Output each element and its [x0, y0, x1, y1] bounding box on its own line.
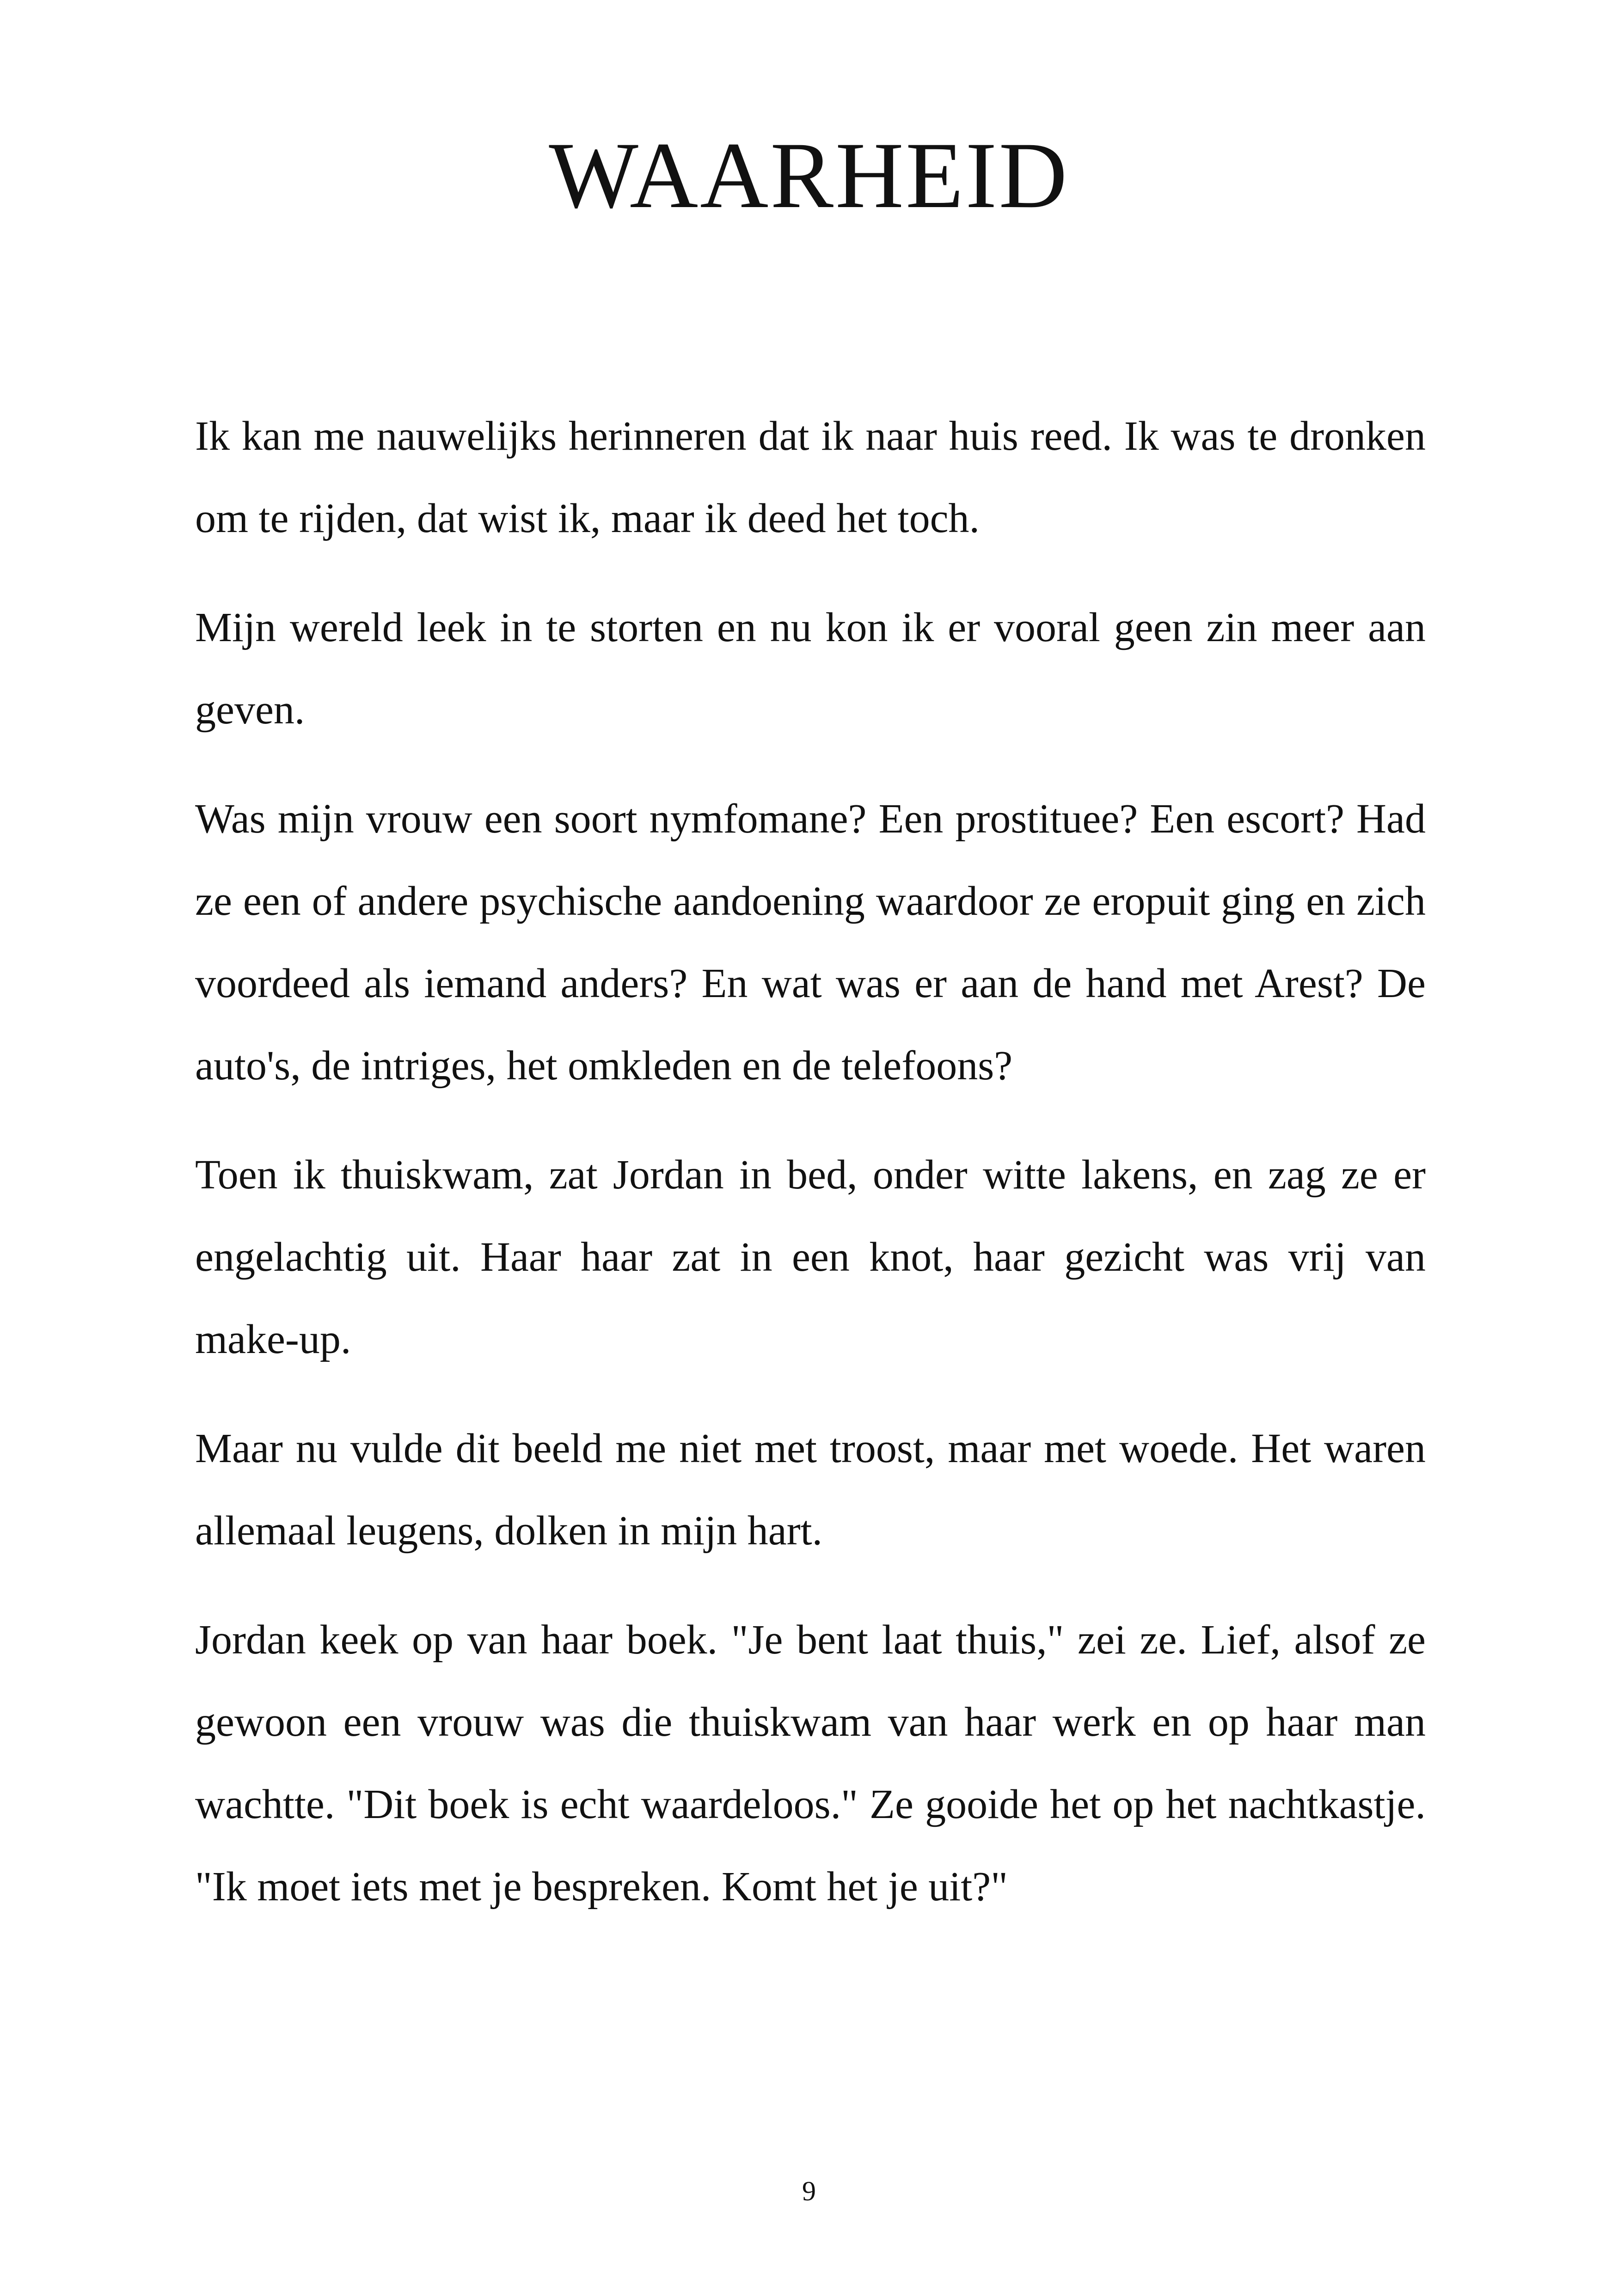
paragraph: Was mijn vrouw een soort nymfomane? Een prostituee? Een escort? Had ze een of andere psychische aandoening waardoor ze eropuit ging en zich voordeed als iemand anders? En wat was er aan de hand met Arest? De auto's, de intriges, het omkleden en de telefoons?	[195, 796, 1426, 1089]
paragraph: Mijn wereld leek in te storten en nu kon ik er vooral geen zin meer aan geven.	[195, 605, 1426, 733]
paragraph: Maar nu vulde dit beeld me niet met troost, maar met woede. Het waren allemaal leugens, dolken in mijn hart.	[195, 1426, 1426, 1554]
paragraph: Ik kan me nauwelijks herinneren dat ik naar huis reed. Ik was te dronken om te rijden, dat wist ik, maar ik deed het toch.	[195, 413, 1426, 541]
paragraph: Jordan keek op van haar boek. "Je bent laat thuis," zei ze. Lief, alsof ze gewoon een vrouw was die thuiskwam van haar werk en op haar man wachtte. "Dit boek is echt waardeloos." Ze gooide het op het nachtkastje. "Ik moet iets met je bespreken. Komt het je uit?"	[195, 1617, 1426, 1910]
chapter-body	[195, 395, 1426, 1955]
chapter-title: WAARHEID	[549, 123, 1069, 228]
page-number: 9	[802, 2176, 816, 2206]
paragraph: Toen ik thuiskwam, zat Jordan in bed, onder witte lakens, en zag ze er engelachtig uit. Haar haar zat in een knot, haar gezicht was vrij van make-up.	[195, 1152, 1426, 1362]
